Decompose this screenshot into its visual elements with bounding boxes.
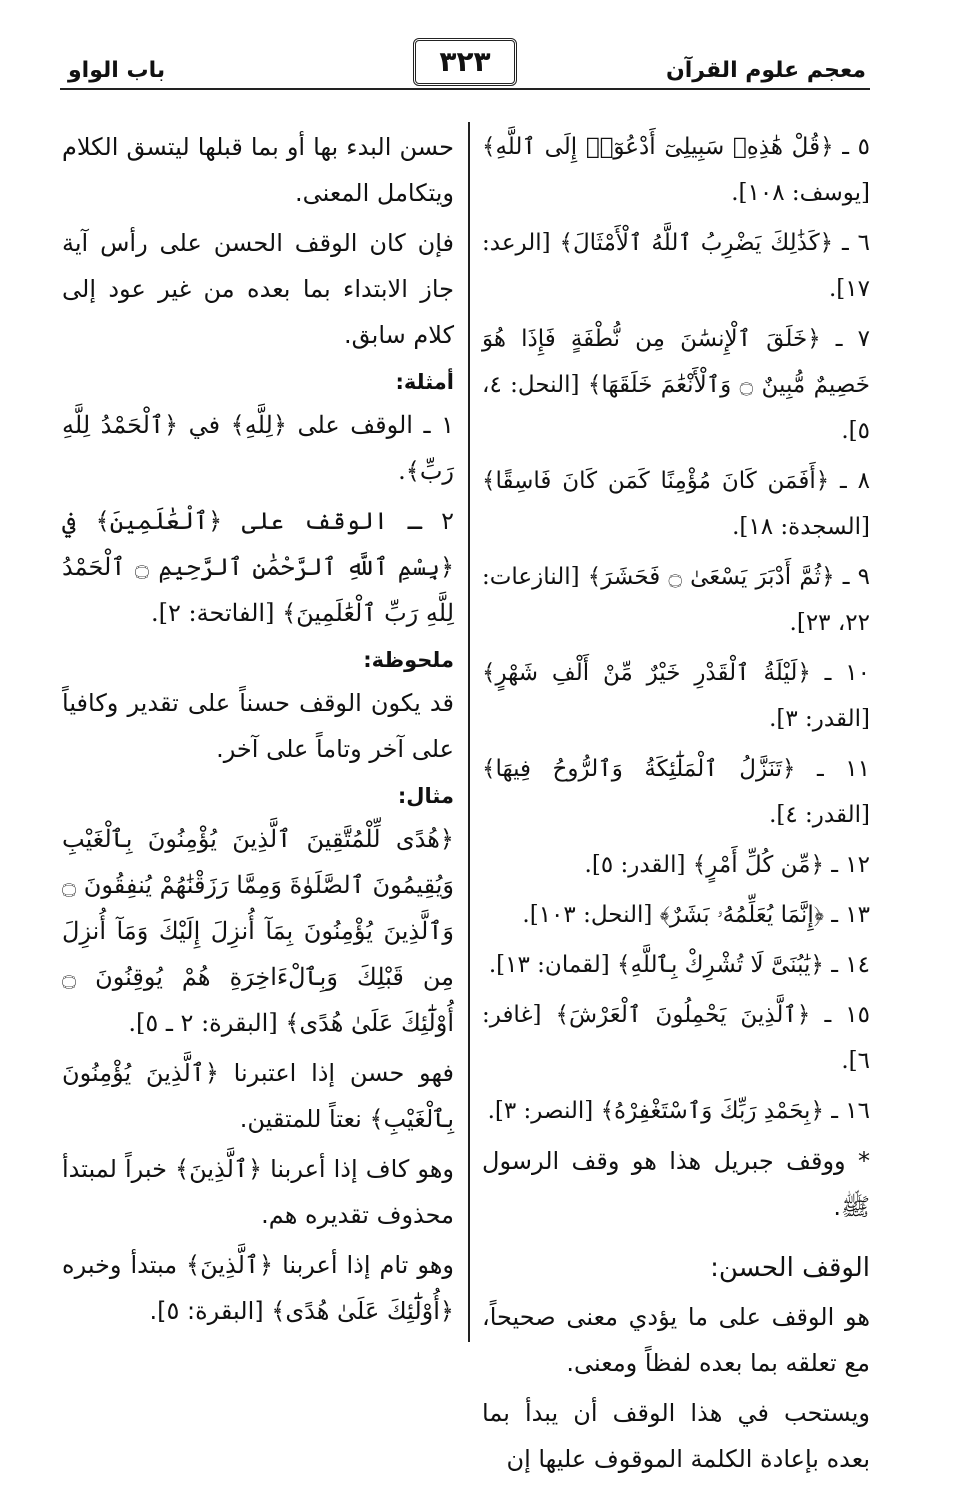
list-item: ١١ ـ ﴿تَنَزَّلُ ٱلْمَلَٰٓئِكَةُ وَٱلرُّوحُ فِيهَا﴾ [القدر: ٤]. (482, 756, 870, 828)
book-title: معجم علوم القرآن (665, 58, 866, 83)
example-item: ٢ ـ الوقف على ﴿ٱلْعَٰلَمِينَ﴾ في ﴿بِسْمِ ٱللَّهِ ٱلرَّحْمَٰنِ ٱلرَّحِيمِ ۝ ٱلْحَمْدُ لِلَّهِ رَبِّ ٱلْعَٰلَمِينَ﴾ [الفاتحة: ٢]. (62, 507, 455, 627)
paragraph: وهو كاف إذا أعربنا ﴿ٱلَّذِينَ﴾ خبراً لمبتدأ محذوف تقديره هم. (62, 1155, 454, 1229)
list-item: ١٢ ـ ﴿مِّن كُلِّ أَمْرٍ﴾ [القدر: ٥]. (584, 852, 870, 878)
column-divider (468, 122, 470, 1342)
list-item: ٧ ـ ﴿خَلَقَ ٱلْإِنسَٰنَ مِن نُّطْفَةٍ فَإِذَا هُوَ خَصِيمٌ مُّبِينٌ ۝ وَٱلْأَنْعَٰمَ خَلَقَهَا﴾ [النحل: ٤، ٥]. (482, 326, 870, 444)
jibril-note: * ووقف جبريل هذا هو وقف الرسول ﷺ. (482, 1147, 870, 1221)
quran-quote: ﴿هُدًى لِّلْمُتَّقِينَ ٱلَّذِينَ يُؤْمِنُونَ بِٱلْغَيْبِ وَيُقِيمُونَ ٱلصَّلَوٰةَ وَمِمَّا رَزَقْنَٰهُمْ يُنفِقُونَ ۝ وَٱلَّذِينَ يُؤْمِنُونَ بِمَآ أُنزِلَ إِلَيْكَ وَمَآ أُنزِلَ مِن قَبْلِكَ وَبِٱلْءَاخِرَةِ هُمْ يُوقِنُونَ ۝ أُوْلَٰٓئِكَ عَلَىٰ هُدًى﴾ [البقرة: ٢ ـ ٥]. (62, 825, 454, 1037)
paragraph: فهو حسن إذا اعتبرنا ﴿ٱلَّذِينَ يُؤْمِنُونَ بِٱلْغَيْبِ﴾ نعتاً للمتقين. (62, 1059, 454, 1133)
list-item: ١٤ ـ ﴿يَٰبُنَىَّ لَا تُشْرِكْ بِٱللَّهِ﴾ [لقمان: ١٣]. (488, 952, 870, 978)
paragraph: حسن البدء بها أو بما قبلها ليتسق الكلام ويتكامل المعنى. (62, 133, 454, 207)
list-item: ٩ ـ ﴿ثُمَّ أَدْبَرَ يَسْعَىٰ ۝ فَحَشَرَ﴾ [النازعات: ٢٢، ٢٣]. (482, 564, 870, 636)
note-label: ملحوظة: (363, 648, 454, 672)
list-item: ٦ ـ ﴿كَذَٰلِكَ يَضْرِبُ ٱللَّهُ ٱلْأَمْثَالَ﴾ [الرعد: ١٧]. (482, 230, 870, 302)
list-item: ١٣ ـ ﴿إِنَّمَا يُعَلِّمُهُۥ بَشَرٌ﴾ [النحل: ١٠٣]. (522, 902, 870, 928)
section-heading: الوقف الحسن: (710, 1253, 870, 1283)
list-item: ٨ ـ ﴿أَفَمَن كَانَ مُؤْمِنًا كَمَن كَانَ فَاسِقًا﴾ [السجدة: ١٨]. (482, 468, 870, 540)
paragraph: وهو تام إذا أعربنا ﴿ٱلَّذِينَ﴾ مبتدأ وخبره ﴿أُوْلَٰٓئِكَ عَلَىٰ هُدًى﴾ [البقرة: ٥]. (62, 1251, 454, 1325)
list-item: ١٠ ـ ﴿لَيْلَةُ ٱلْقَدْرِ خَيْرٌ مِّنْ أَلْفِ شَهْرٍ﴾ [القدر: ٣]. (482, 660, 870, 732)
definition-paragraph: هو الوقف على ما يؤدي معنى صحيحاً، مع تعلقه بما بعده لفظاً ومعنى. (482, 1303, 870, 1377)
paragraph: فإن كان الوقف الحسن على رأس آية جاز الابتداء بما بعده من غير عود إلى كلام سابق. (62, 229, 454, 349)
page-number: ٣٢٣ (413, 38, 517, 86)
left-column (62, 124, 454, 1338)
continuation-paragraph: ويستحب في هذا الوقف أن يبدأ بما بعده بإعادة الكلمة الموقوف عليها إن (482, 1399, 870, 1473)
list-item: ١٥ ـ ﴿ٱلَّذِينَ يَحْمِلُونَ ٱلْعَرْشَ﴾ [غافر: ٦]. (482, 1002, 870, 1074)
note-paragraph: قد يكون الوقف حسناً على تقدير وكافياً على آخر وتاماً على آخر. (62, 689, 454, 763)
list-item: ١٦ ـ ﴿بِحَمْدِ رَبِّكَ وَٱسْتَغْفِرْهُ﴾ [النصر: ٣]. (487, 1098, 870, 1124)
list-item: ٥ ـ ﴿قُلْ هَٰذِهِۦ سَبِيلِىٓ أَدْعُوٓا۟ إِلَى ٱللَّهِ﴾ [يوسف: ١٠٨]. (482, 134, 870, 206)
examples-label: أمثلة: (395, 370, 454, 394)
page-header (60, 38, 870, 90)
chapter-title: باب الواو (68, 58, 166, 83)
example-label: مثال: (397, 784, 454, 808)
example-item: ١ ـ الوقف على ﴿لِلَّهِ﴾ في ﴿ٱلْحَمْدُ لِلَّهِ رَبِّ﴾. (62, 411, 454, 485)
right-column (482, 124, 870, 1486)
